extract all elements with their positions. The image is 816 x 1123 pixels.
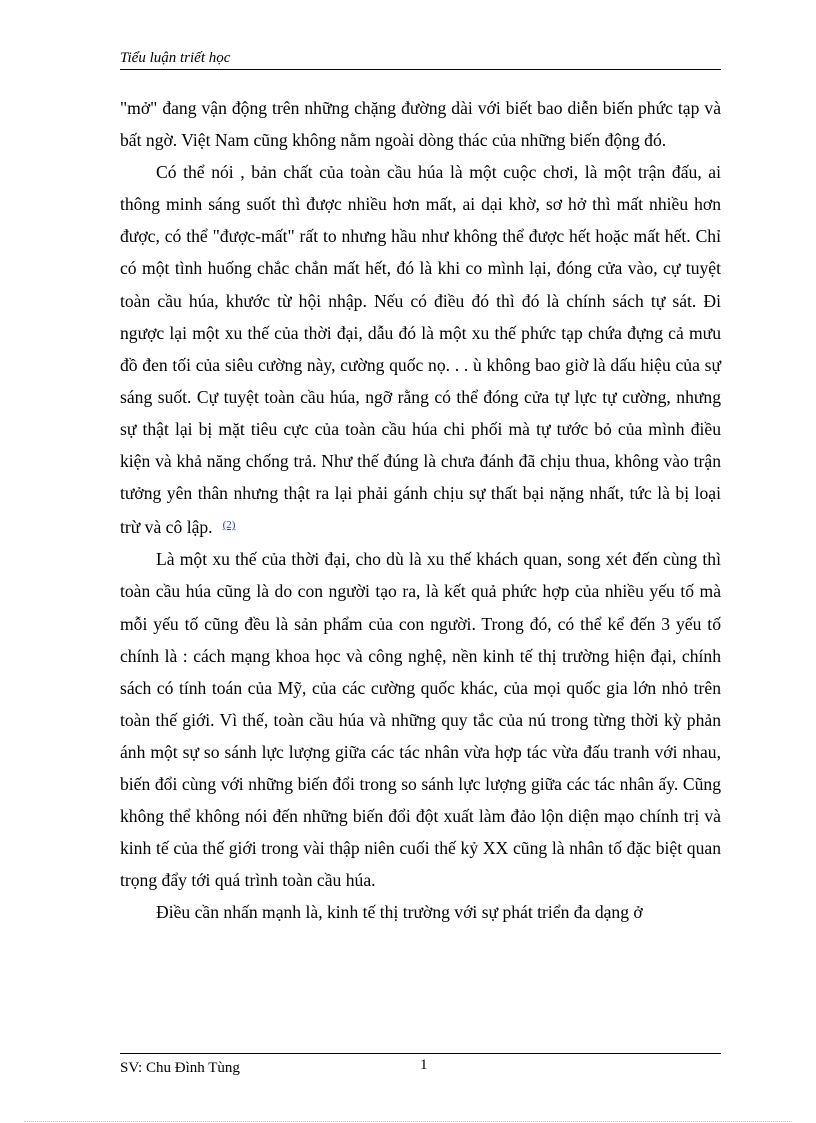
page-number: 1 (420, 1057, 428, 1073)
paragraph-globalization-game (120, 156, 721, 543)
paragraph-continued: "mở" đang vận động trên những chặng đường dài với biết bao diễn biến phức tạp và bất ngờ. Việt Nam cũng không nằm ngoài dòng thác của những biến động đó. (120, 98, 721, 151)
page-footer (120, 1053, 721, 1080)
page-header (120, 47, 721, 70)
page-bottom-edge (24, 1121, 792, 1122)
paragraph-text: Có thể nói , bản chất của toàn cầu húa là một cuộc chơi, là một trận đấu, ai thông minh sáng suốt thì được nhiều hơn mất, ai dại khờ, sơ hở thì mất nhiều hơn được, có thể "được-mất" rất to nhưng hầu như không thể được hết hoặc mất hết. Chỉ có một tình huống chắc chắn mất hết, đó là khi co mình lại, đóng cửa vào, cự tuyệt toàn cầu húa, khước từ hội nhập. Nếu có điều đó thì đó là chính sách tự sát. Đi ngược lại một xu thế của thời đại, dẫu đó là một xu thế phức tạp chứa đựng cả mưu đồ đen tối của siêu cường này, cường quốc nọ. . . ù không bao giờ là dấu hiệu của sự sáng suốt. Cự tuyệt toàn cầu húa, ngỡ rằng có thể đóng cửa tự lực tự cường, nhưng sự thật lại bị mặt tiêu cực của toàn cầu húa chi phối mà tự tước bỏ của mình điều kiện và khả năng chống trả. Như thế đúng là chưa đánh đã chịu thua, không vào trận tưởng yên thân nhưng thật ra lại phải gánh chịu sự thất bại nặng nhất, tức là bị loại trừ và cô lập. (120, 162, 721, 538)
paragraph-globalization-factors: Là một xu thế của thời đại, cho dù là xu thế khách quan, song xét đến cùng thì toàn cầu húa cũng là do con người tạo ra, là kết quả phức hợp của nhiều yếu tố mà mỗi yếu tố cũng đều là sản phẩm của con người. Trong đó, có thể kể đến 3 yếu tố chính là : cách mạng khoa học và công nghệ, nền kinh tế thị trường hiện đại, chính sách có tính toán của Mỹ, của các cường quốc khác, của mọi quốc gia lớn nhỏ trên toàn thế giới. Vì thế, toàn cầu húa và những quy tắc của nú trong từng thời kỳ phản ánh một sự so sánh lực lượng giữa các tác nhân vừa hợp tác vừa đấu tranh với nhau, biến đổi cùng với những biến đổi trong so sánh lực lượng giữa các tác nhân ấy. Cũng không thể không nói đến những biến đổi đột xuất làm đảo lộn diện mạo chính trị và kinh tế của thế giới trong vài thập niên cuối thế kỷ XX cũng là nhân tố đặc biệt quan trọng đẩy tới quá trình toàn cầu húa. (120, 549, 721, 891)
footer-author: SV: Chu Đình Tùng (120, 1060, 240, 1076)
paragraph-market-economy: Điều cần nhấn mạnh là, kinh tế thị trường với sự phát triển đa dạng ở (156, 902, 643, 923)
footnote-reference[interactable]: (2) (222, 519, 236, 532)
header-title: Tiểu luận triết học (120, 50, 231, 66)
body-text (120, 92, 721, 928)
